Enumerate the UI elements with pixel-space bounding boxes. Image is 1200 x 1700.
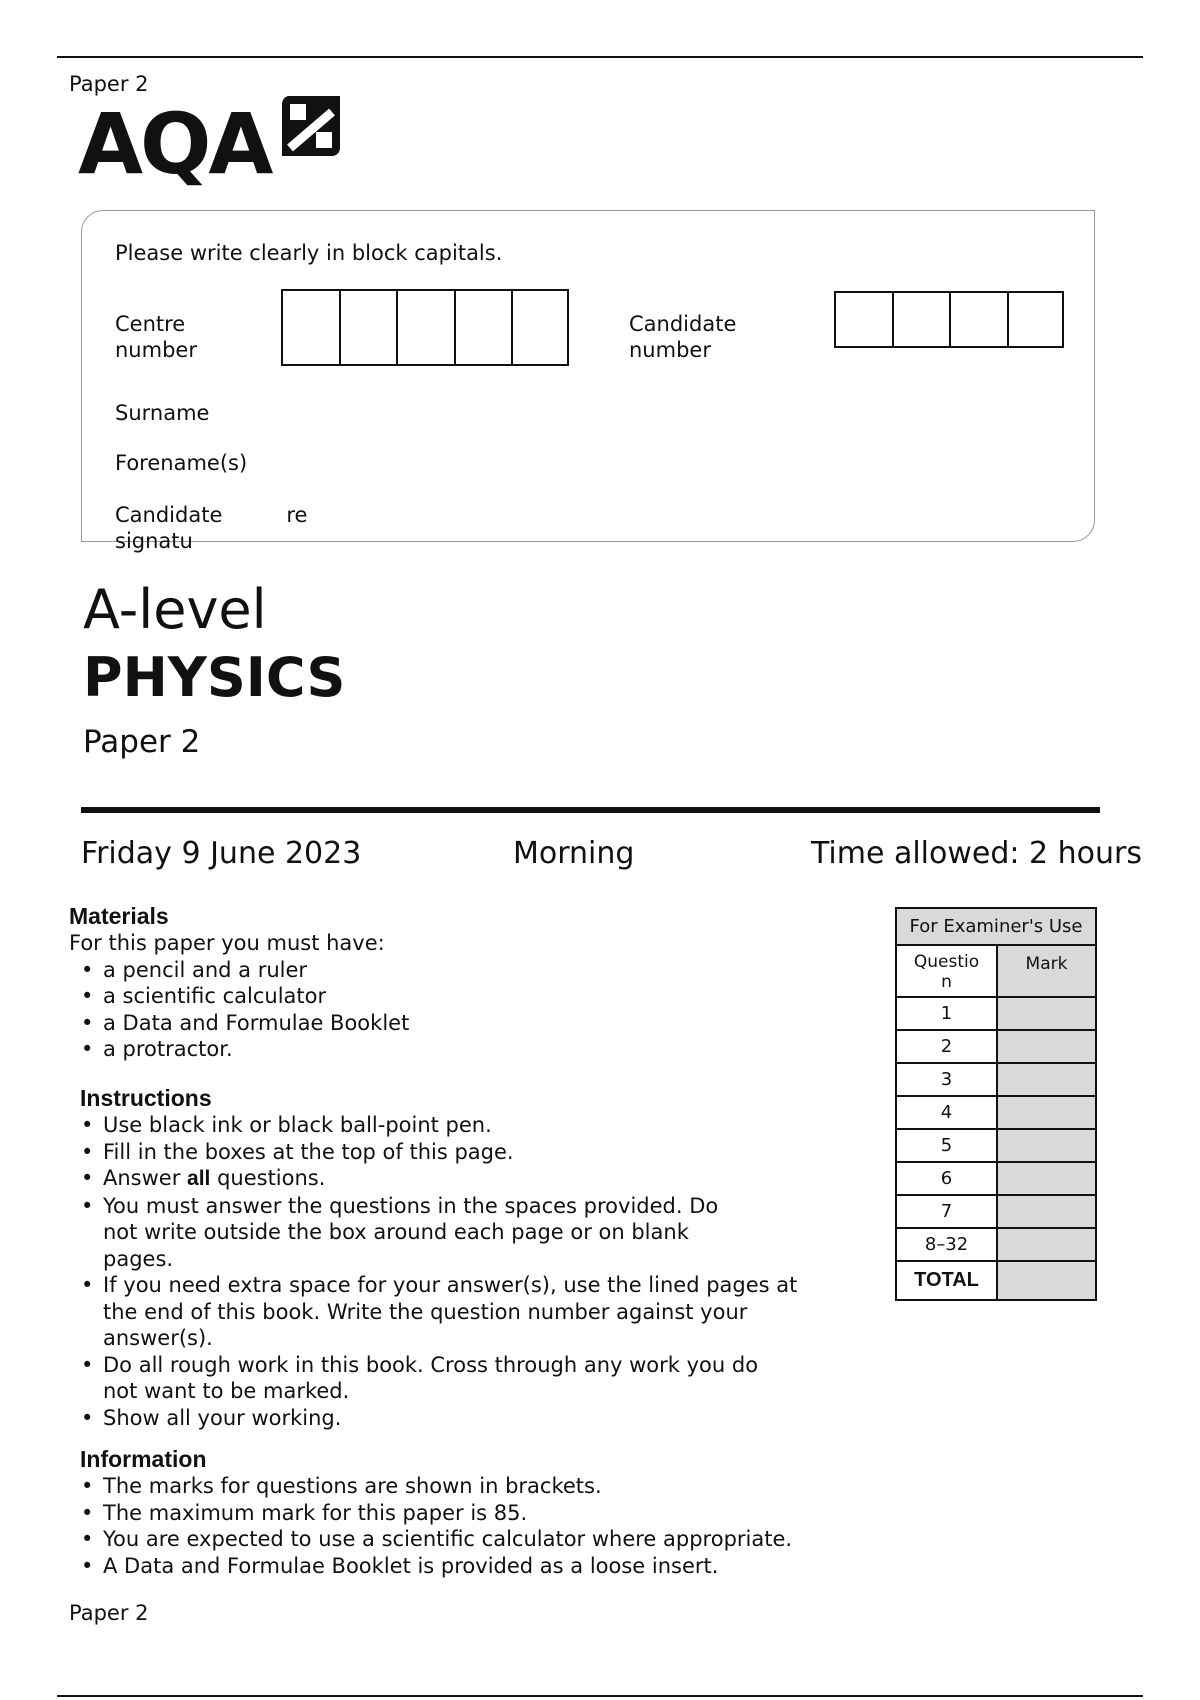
question-column-header: Questio n	[896, 945, 997, 997]
mark-cell	[997, 1195, 1096, 1228]
total-label: TOTAL	[896, 1261, 997, 1300]
list-item: • A Data and Formulae Booklet is provided as a loose insert.	[69, 1553, 792, 1580]
question-number: 8–32	[896, 1228, 997, 1261]
mark-cell	[997, 997, 1096, 1030]
centre-number-digit[interactable]	[283, 291, 341, 364]
materials-heading: Materials	[69, 903, 169, 929]
list-item: • Do all rough work in this book. Cross through any work you do not want to be marked.	[69, 1352, 797, 1405]
question-number: 6	[896, 1162, 997, 1195]
paper-title: Paper 2	[83, 724, 201, 760]
mark-cell	[997, 1063, 1096, 1096]
subject-title: PHYSICS	[83, 646, 346, 709]
title-divider	[81, 807, 1100, 813]
mark-column-header: Mark	[997, 945, 1096, 997]
mark-cell	[997, 1129, 1096, 1162]
qualification-level: A-level	[83, 578, 267, 641]
mark-cell	[997, 1030, 1096, 1063]
list-item: • The marks for questions are shown in brackets.	[69, 1473, 792, 1500]
candidate-number-label: Candidate number	[629, 312, 737, 362]
forenames-label: Forename(s)	[115, 451, 248, 475]
candidate-number-digit[interactable]	[1009, 293, 1063, 346]
bottom-rule	[57, 1695, 1143, 1697]
instructions-list	[69, 1112, 797, 1431]
mark-cell	[997, 1228, 1096, 1261]
list-item: • a Data and Formulae Booklet	[69, 1010, 409, 1037]
exam-session: Morning	[513, 836, 635, 871]
question-number: 5	[896, 1129, 997, 1162]
total-mark-cell	[997, 1261, 1096, 1300]
examiners-use-table	[895, 907, 1097, 1301]
examiners-use-title: For Examiner's Use	[896, 908, 1096, 945]
list-item: • Answer all questions.	[69, 1165, 797, 1193]
signature-label: Candidate re signatu	[115, 503, 308, 553]
centre-number-digit[interactable]	[456, 291, 514, 364]
aqa-logo: AQA	[78, 95, 271, 193]
centre-number-boxes[interactable]	[281, 289, 569, 366]
aqa-logo-mark-icon	[282, 96, 340, 156]
surname-label: Surname	[115, 401, 210, 425]
list-item: • The maximum mark for this paper is 85.	[69, 1500, 792, 1527]
time-allowed: Time allowed: 2 hours	[811, 836, 1143, 871]
information-section	[69, 1446, 792, 1579]
candidate-number-digit[interactable]	[894, 293, 952, 346]
candidate-number-digit[interactable]	[951, 293, 1009, 346]
block-capitals-instruction: Please write clearly in block capitals.	[115, 241, 503, 265]
exam-date: Friday 9 June 2023	[81, 836, 362, 871]
information-heading: Information	[80, 1446, 207, 1472]
list-item: • Show all your working.	[69, 1405, 797, 1432]
centre-number-digit[interactable]	[398, 291, 456, 364]
materials-intro: For this paper you must have:	[69, 931, 385, 955]
question-number: 3	[896, 1063, 997, 1096]
instructions-heading: Instructions	[80, 1085, 212, 1111]
list-item: • a scientific calculator	[69, 983, 409, 1010]
list-item: • You are expected to use a scientific calculator where appropriate.	[69, 1526, 792, 1553]
mark-cell	[997, 1162, 1096, 1195]
mark-cell	[997, 1096, 1096, 1129]
question-number: 1	[896, 997, 997, 1030]
candidate-number-boxes[interactable]	[834, 291, 1064, 348]
list-item: • a pencil and a ruler	[69, 957, 409, 984]
centre-number-digit[interactable]	[513, 291, 567, 364]
list-item: • a protractor.	[69, 1036, 409, 1063]
question-number: 4	[896, 1096, 997, 1129]
footer-paper-label: Paper 2	[69, 1601, 149, 1625]
header-paper-label: Paper 2	[69, 72, 149, 96]
materials-section	[69, 903, 409, 1063]
materials-list	[69, 957, 409, 1063]
instructions-section	[69, 1085, 797, 1431]
question-number: 7	[896, 1195, 997, 1228]
information-list	[69, 1473, 792, 1579]
centre-number-label: Centre number	[115, 312, 197, 362]
list-item: • Use black ink or black ball-point pen.	[69, 1112, 797, 1139]
list-item: • If you need extra space for your answer(s), use the lined pages at the end of this book. Write the question number against your answer(s).	[69, 1272, 797, 1352]
centre-number-digit[interactable]	[341, 291, 399, 364]
top-rule	[57, 56, 1143, 58]
candidate-number-digit[interactable]	[836, 293, 894, 346]
question-number: 2	[896, 1030, 997, 1063]
list-item: • Fill in the boxes at the top of this page.	[69, 1139, 797, 1166]
list-item: • You must answer the questions in the spaces provided. Do not write outside the box around each page or on blank pages.	[69, 1193, 797, 1273]
